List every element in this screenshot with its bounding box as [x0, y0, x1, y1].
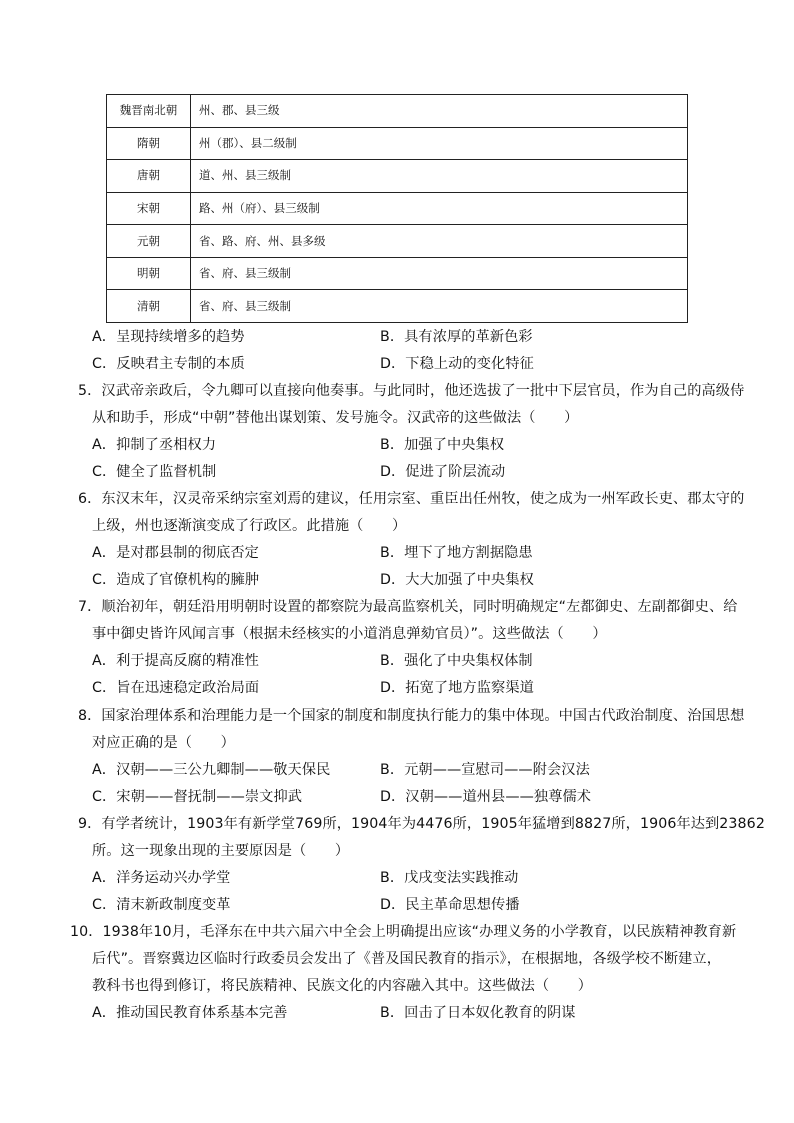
q6-stem-line2: 上级，州也逐渐演变成了行政区。此措施（ ）	[92, 518, 407, 534]
dynasty-cell: 隋朝	[107, 127, 191, 160]
table-row	[107, 257, 688, 290]
q9-option-d: D．民主革命思想传播	[380, 897, 520, 913]
q10-stem-line3: 教科书也得到修订，将民族精神、民族文化的内容融入其中。这些做法（ ）	[92, 978, 593, 994]
q9-stem-line2: 所。这一现象出现的主要原因是（ ）	[92, 843, 350, 859]
q5-option-c: C．健全了监督机制	[92, 464, 217, 480]
q7-option-a: A．利于提高反腐的精准性	[92, 653, 259, 669]
q6-option-c: C．造成了官僚机构的臃肿	[92, 572, 260, 588]
system-cell: 省、路、府、州、县多级	[191, 225, 688, 258]
table-row	[107, 225, 688, 258]
system-cell: 州、郡、县三级	[191, 95, 688, 128]
q7-stem-line1: 7．顺治初年，朝廷沿用明朝时设置的都察院为最高监察机关，同时明确规定“左都御史、左副都御史、给	[78, 599, 738, 615]
system-cell: 省、府、县三级制	[191, 257, 688, 290]
dynasty-cell: 宋朝	[107, 192, 191, 225]
q4-option-b: B．具有浓厚的革新色彩	[380, 329, 533, 345]
system-cell: 州（郡）、县二级制	[191, 127, 688, 160]
q6-option-d: D．大大加强了中央集权	[380, 572, 534, 588]
dynasty-cell: 魏晋南北朝	[107, 95, 191, 128]
q7-option-b: B．强化了中央集权体制	[380, 653, 533, 669]
table-row	[107, 192, 688, 225]
q8-option-a: A．汉朝——三公九卿制——敬天保民	[92, 762, 331, 778]
q9-option-c: C．清末新政制度变革	[92, 897, 231, 913]
q6-option-b: B．埋下了地方割据隐患	[380, 545, 533, 561]
table-row	[107, 95, 688, 128]
q5-stem-line1: 5．汉武帝亲政后，令九卿可以直接向他奏事。与此同时，他还选拔了一批中下层官员，作为自己的高级侍	[78, 383, 745, 399]
q9-stem-line1: 9．有学者统计，1903年有新学堂769所，1904年为4476所，1905年猛增到8827所，1906年达到23862	[78, 816, 765, 832]
q7-option-c: C．旨在迅速稳定政治局面	[92, 680, 260, 696]
table-row	[107, 127, 688, 160]
q5-option-a: A．抑制了丞相权力	[92, 437, 217, 453]
q8-option-b: B．元朝——宣慰司——附会汉法	[380, 762, 590, 778]
q9-option-b: B．戊戌变法实践推动	[380, 870, 519, 886]
q6-stem-line1: 6．东汉末年，汉灵帝采纳宗室刘焉的建议，任用宗室、重臣出任州牧，使之成为一州军政长吏、郡太守的	[78, 491, 745, 507]
system-cell: 省、府、县三级制	[191, 290, 688, 323]
dynasty-cell: 明朝	[107, 257, 191, 290]
q9-option-a: A．洋务运动兴办学堂	[92, 870, 231, 886]
q4-option-c: C．反映君主专制的本质	[92, 356, 245, 372]
q8-option-c: C．宋朝——督抚制——崇文抑武	[92, 789, 303, 805]
admin-divisions-table	[106, 94, 688, 323]
system-cell: 路、州（府）、县三级制	[191, 192, 688, 225]
q10-stem-line2: 后代”。晋察冀边区临时行政委员会发出了《普及国民教育的指示》，在根据地，各级学校不断建立，	[92, 951, 722, 967]
q5-stem-line2: 从和助手，形成“中朝”替他出谋划策、发号施令。汉武帝的这些做法（ ）	[92, 410, 579, 426]
table-row	[107, 290, 688, 323]
q7-stem-line2: 事中御史皆许风闻言事（根据未经核实的小道消息弹劾官员）”。这些做法（ ）	[92, 626, 607, 642]
dynasty-cell: 唐朝	[107, 160, 191, 193]
q5-option-d: D．促进了阶层流动	[380, 464, 506, 480]
q10-option-b: B．回击了日本奴化教育的阴谋	[380, 1005, 576, 1021]
dynasty-cell: 清朝	[107, 290, 191, 323]
q4-option-a: A．呈现持续增多的趋势	[92, 329, 245, 345]
q10-stem-line1: 10．1938年10月，毛泽东在中共六届六中全会上明确提出应该“办理义务的小学教育，以民族精神教育新	[70, 924, 737, 940]
table-row	[107, 160, 688, 193]
q10-option-a: A．推动国民教育体系基本完善	[92, 1005, 288, 1021]
system-cell: 道、州、县三级制	[191, 160, 688, 193]
dynasty-cell: 元朝	[107, 225, 191, 258]
q8-stem-line1: 8．国家治理体系和治理能力是一个国家的制度和制度执行能力的集中体现。中国古代政治制度、治国思想	[78, 708, 745, 724]
q4-option-d: D．下稳上动的变化特征	[380, 356, 534, 372]
q7-option-d: D．拓宽了地方监察渠道	[380, 680, 534, 696]
q8-stem-line2: 对应正确的是（ ）	[92, 735, 235, 751]
q6-option-a: A．是对郡县制的彻底否定	[92, 545, 259, 561]
q8-option-d: D．汉朝——道州县——独尊儒术	[380, 789, 592, 805]
q5-option-b: B．加强了中央集权	[380, 437, 505, 453]
